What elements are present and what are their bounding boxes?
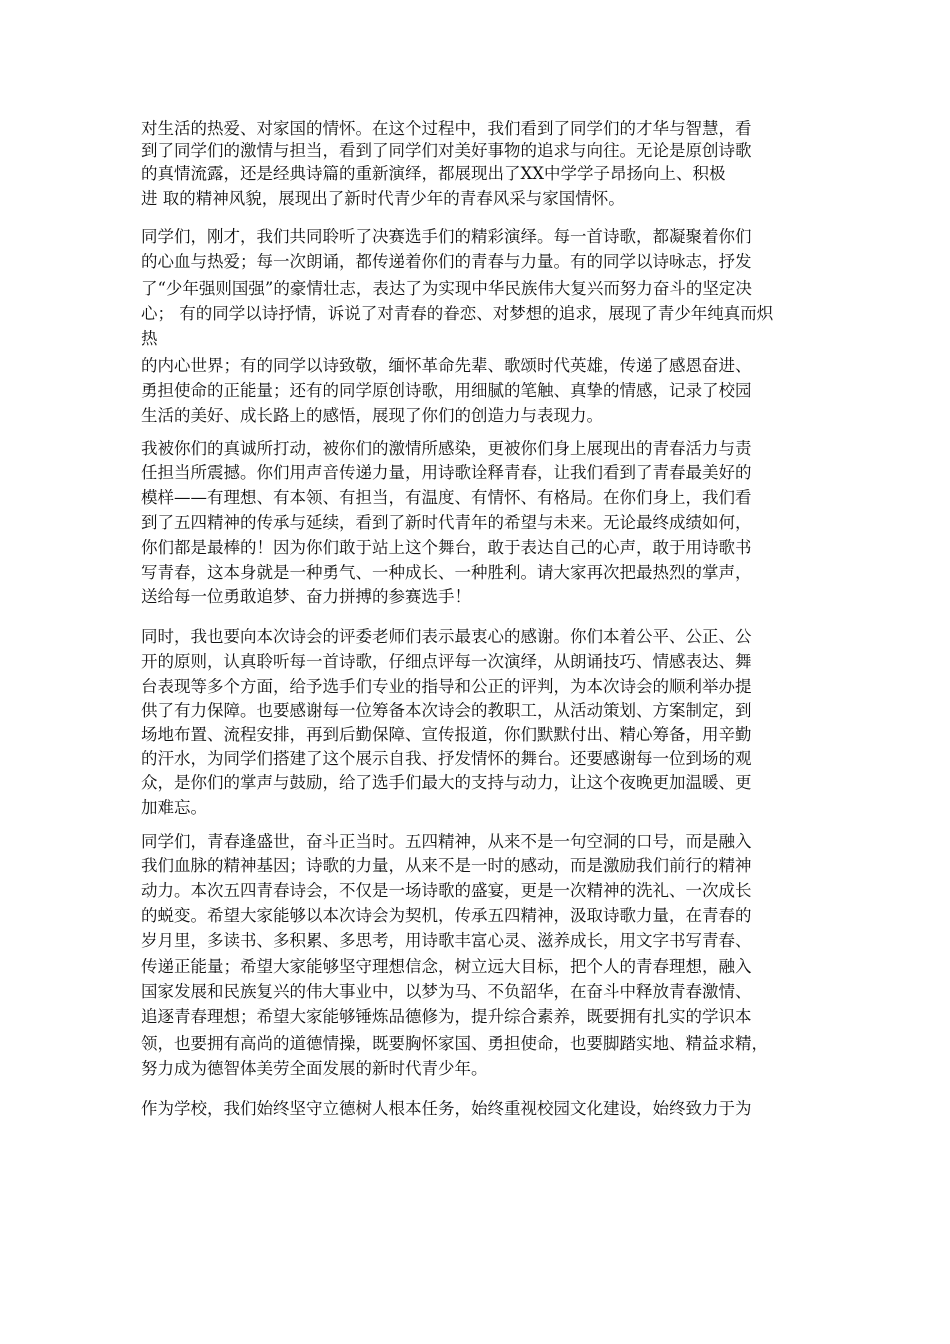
- text-line: 的蜕变。希望大家能够以本次诗会为契机，传承五四精神，汲取诗歌力量，在青春的: [141, 906, 752, 925]
- text-line: 同时，我也要向本次诗会的评委老师们表示最衷心的感谢。你们本着公平、公正、公: [141, 627, 752, 646]
- text-line: 心； 有的同学以诗抒情，诉说了对青春的眷恋、对梦想的追求，展现了青少年纯真而炽: [141, 304, 774, 323]
- text-line: 领，也要拥有高尚的道德情操，既要胸怀家国、勇担使命，也要脚踏实地、精益求精，: [141, 1034, 768, 1053]
- text-line: 同学们，刚才，我们共同聆听了决赛选手们的精彩演绎。每一首诗歌，都凝聚着你们: [141, 227, 752, 246]
- text-line: 岁月里，多读书、多积累、多思考，用诗歌丰富心灵、滋养成长，用文字书写青春、: [141, 931, 752, 950]
- text-line: 模样——有理想、有本领、有担当，有温度、有情怀、有格局。在你们身上，我们看: [141, 488, 752, 507]
- text-line: 努力成为德智体美劳全面发展的新时代青少年。: [141, 1059, 488, 1078]
- text-line: 场地布置、流程安排，再到后勤保障、宣传报道，你们默默付出、精心筹备，用辛勤: [141, 725, 752, 744]
- text-line: 台表现等多个方面，给予选手们专业的指导和公正的评判，为本次诗会的顺利举办提: [141, 677, 752, 696]
- text-line: 到了五四精神的传承与延续，看到了新时代青年的希望与未来。无论最终成绩如何，: [141, 513, 752, 532]
- text-line: 众，是你们的掌声与鼓励，给了选手们最大的支持与动力，让这个夜晚更加温暖、更: [141, 773, 752, 792]
- text-line: 生活的美好、成长路上的感悟，展现了你们的创造力与表现力。: [141, 406, 603, 425]
- text-line: 写青春，这本身就是一种勇气、一种成长、一种胜利。请大家再次把最热烈的掌声，: [141, 563, 752, 582]
- text-line: 的心血与热爱；每一次朗诵，都传递着你们的青春与力量。有的同学以诗咏志，抒发: [141, 252, 752, 271]
- text-line: 加难忘。: [141, 798, 207, 817]
- text-line: 我被你们的真诚所打动，被你们的激情所感染，更被你们身上展现出的青春活力与责: [141, 439, 752, 458]
- text-line: 动力。本次五四青春诗会，不仅是一场诗歌的盛宴，更是一次精神的洗礼、一次成长: [141, 881, 752, 900]
- text-line: 对生活的热爱、对家国的情怀。在这个过程中，我们看到了同学们的才华与智慧，看: [141, 119, 752, 138]
- text-line: 勇担使命的正能量；还有的同学原创诗歌，用细腻的笔触、真挚的情感，记录了校园: [141, 381, 752, 400]
- text-line: 热: [141, 329, 158, 348]
- text-line: 同学们，青春逢盛世，奋斗正当时。五四精神，从来不是一句空洞的口号，而是融入: [141, 832, 752, 851]
- text-line: 你们都是最棒的！因为你们敢于站上这个舞台，敢于表达自己的心声，敢于用诗歌书: [141, 538, 752, 557]
- text-line: 追逐青春理想；希望大家能够锤炼品德修为，提升综合素养，既要拥有扎实的学识本: [141, 1007, 752, 1026]
- text-line: 作为学校，我们始终坚守立德树人根本任务，始终重视校园文化建设，始终致力于为: [141, 1099, 752, 1118]
- text-line: 我们血脉的精神基因；诗歌的力量，从来不是一时的感动，而是激励我们前行的精神: [141, 856, 752, 875]
- text-line: 国家发展和民族复兴的伟大事业中，以梦为马、不负韶华，在奋斗中释放青春激情、: [141, 982, 752, 1001]
- text-line: 任担当所震撼。你们用声音传递力量，用诗歌诠释青春，让我们看到了青春最美好的: [141, 463, 752, 482]
- text-line: 送给每一位勇敢追梦、奋力拼搏的参赛选手！: [141, 587, 471, 606]
- text-line: 了“少年强则国强”的豪情壮志，表达了为实现中华民族伟大复兴而努力奋斗的坚定决: [141, 279, 752, 298]
- text-line: 的内心世界；有的同学以诗致敬，缅怀革命先辈、歌颂时代英雄，传递了感恩奋进、: [141, 356, 752, 375]
- text-line: 的真情流露，还是经典诗篇的重新演绎，都展现出了XX中学学子昂扬向上、积极: [141, 164, 726, 183]
- text-line: 供了有力保障。也要感谢每一位筹备本次诗会的教职工，从活动策划、方案制定，到: [141, 701, 752, 720]
- text-line: 进 取的精神风貌，展现出了新时代青少年的青春风采与家国情怀。: [141, 189, 625, 208]
- text-line: 开的原则，认真聆听每一首诗歌，仔细点评每一次演绎，从朗诵技巧、情感表达、舞: [141, 652, 752, 671]
- text-line: 的汗水，为同学们搭建了这个展示自我、抒发情怀的舞台。还要感谢每一位到场的观: [141, 749, 752, 768]
- text-line: 到了同学们的激情与担当，看到了同学们对美好事物的追求与向往。无论是原创诗歌: [141, 141, 752, 160]
- text-line: 传递正能量；希望大家能够坚守理想信念，树立远大目标，把个人的青春理想，融入: [141, 957, 752, 976]
